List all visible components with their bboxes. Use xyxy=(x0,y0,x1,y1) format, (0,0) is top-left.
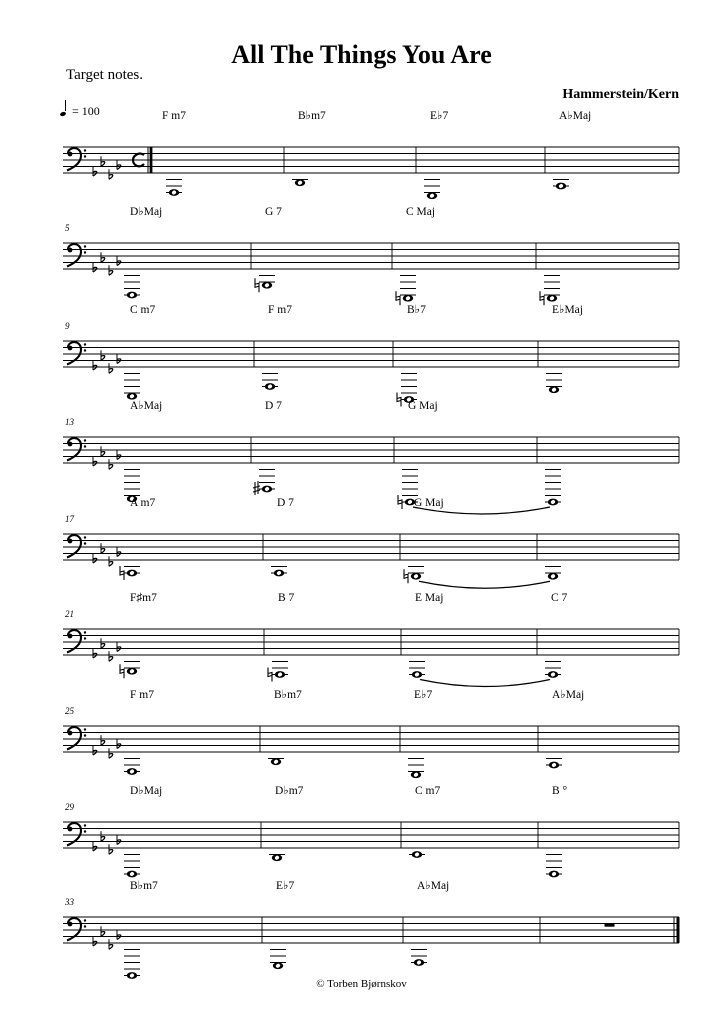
bass-clef-head xyxy=(68,346,73,351)
natural-icon xyxy=(255,278,259,292)
flat-icon xyxy=(93,267,97,272)
bass-clef-head xyxy=(68,248,73,253)
bass-clef-icon xyxy=(67,727,81,749)
flat-icon xyxy=(101,258,105,263)
chord-symbol: C 7 xyxy=(551,592,568,604)
measure-number: 13 xyxy=(65,417,74,427)
natural-icon xyxy=(397,393,401,407)
whole-rest-icon xyxy=(605,924,615,927)
bass-clef-dot xyxy=(84,631,86,633)
chord-symbol: F m7 xyxy=(268,304,292,316)
natural-icon xyxy=(398,495,402,509)
bass-clef-icon xyxy=(67,823,81,845)
bass-clef-dot xyxy=(84,155,86,157)
flat-icon xyxy=(117,455,121,460)
natural-icon xyxy=(120,664,124,678)
flat-icon xyxy=(109,562,113,567)
chord-symbol: D♭Maj xyxy=(130,206,163,218)
bass-clef-dot xyxy=(84,542,86,544)
tempo-value: = 100 xyxy=(72,104,100,118)
bass-clef-head xyxy=(68,634,73,639)
bass-clef-dot xyxy=(84,343,86,345)
flat-icon xyxy=(109,369,113,374)
chord-symbol: G Maj xyxy=(414,497,444,509)
chord-symbol: A♭Maj xyxy=(130,400,163,412)
bass-clef-dot xyxy=(84,245,86,247)
measure-number: 25 xyxy=(65,706,74,716)
flat-icon xyxy=(101,932,105,937)
flat-icon xyxy=(93,750,97,755)
chord-symbol: D♭m7 xyxy=(275,785,304,797)
chord-symbol: B♭m7 xyxy=(298,110,326,122)
chord-symbol: C Maj xyxy=(406,206,436,218)
natural-icon xyxy=(268,668,272,682)
bass-clef-icon xyxy=(67,438,81,460)
flat-icon xyxy=(101,356,105,361)
bass-clef-dot xyxy=(84,251,86,253)
flat-icon xyxy=(109,175,113,180)
bass-clef-dot xyxy=(84,445,86,447)
bass-clef-dot xyxy=(84,439,86,441)
chord-symbol: B 7 xyxy=(278,592,295,604)
flat-icon xyxy=(93,941,97,946)
chord-symbol: D♭Maj xyxy=(130,785,163,797)
chord-symbol: B♭7 xyxy=(407,304,426,316)
bass-clef-head xyxy=(68,827,73,832)
flat-icon xyxy=(93,365,97,370)
chord-symbol: E♭Maj xyxy=(552,304,583,316)
bass-clef-dot xyxy=(84,824,86,826)
chord-symbol: A♭Maj xyxy=(552,689,585,701)
measure-number: 21 xyxy=(65,609,74,619)
chord-symbol: A m7 xyxy=(130,497,156,509)
flat-icon xyxy=(109,657,113,662)
chord-symbol: E♭7 xyxy=(414,689,433,701)
measure-number: 29 xyxy=(65,802,74,812)
bass-clef-dot xyxy=(84,728,86,730)
flat-icon xyxy=(117,165,121,170)
flat-icon xyxy=(93,461,97,466)
bass-clef-dot xyxy=(84,349,86,351)
bass-clef-dot xyxy=(84,734,86,736)
flat-icon xyxy=(109,945,113,950)
bass-clef-head xyxy=(68,152,73,157)
chord-symbol: E♭7 xyxy=(276,880,295,892)
bass-clef-icon xyxy=(67,630,81,652)
bass-clef-dot xyxy=(84,919,86,921)
chord-symbol: G Maj xyxy=(408,400,438,412)
flat-icon xyxy=(101,741,105,746)
natural-icon xyxy=(120,566,124,580)
flat-icon xyxy=(109,271,113,276)
flat-icon xyxy=(117,359,121,364)
chord-symbol: E Maj xyxy=(415,592,444,604)
chord-symbol: F m7 xyxy=(162,110,186,122)
bass-clef-dot xyxy=(84,925,86,927)
chord-symbol: A♭Maj xyxy=(417,880,450,892)
chord-symbol: D 7 xyxy=(277,497,294,509)
tie xyxy=(420,680,550,687)
flat-icon xyxy=(117,935,121,940)
flat-icon xyxy=(109,754,113,759)
natural-icon xyxy=(396,291,400,305)
bass-clef-dot xyxy=(84,830,86,832)
chord-symbol: B♭m7 xyxy=(130,880,158,892)
flat-icon xyxy=(117,647,121,652)
flat-icon xyxy=(101,549,105,554)
bass-clef-head xyxy=(68,922,73,927)
bass-clef-head xyxy=(68,442,73,447)
subtitle: Target notes. xyxy=(66,67,143,83)
measure-number: 9 xyxy=(65,321,70,331)
page-title: All The Things You Are xyxy=(231,40,492,69)
bass-clef-head xyxy=(68,539,73,544)
chord-symbol: C m7 xyxy=(415,785,441,797)
flat-icon xyxy=(101,644,105,649)
bass-clef-icon xyxy=(67,244,81,266)
flat-icon xyxy=(93,171,97,176)
bass-clef-dot xyxy=(84,149,86,151)
chord-symbol: E♭7 xyxy=(430,110,449,122)
measure-number: 5 xyxy=(65,223,70,233)
bass-clef-icon xyxy=(67,342,81,364)
measure-number: 17 xyxy=(65,514,74,524)
chord-symbol: C m7 xyxy=(130,304,156,316)
tie xyxy=(419,581,550,588)
natural-icon xyxy=(404,569,408,583)
flat-icon xyxy=(117,744,121,749)
chord-symbol: G 7 xyxy=(265,206,282,218)
bass-clef-dot xyxy=(84,637,86,639)
natural-icon xyxy=(540,291,544,305)
chord-symbol: B ° xyxy=(552,785,568,797)
bass-clef-head xyxy=(68,731,73,736)
flat-icon xyxy=(117,840,121,845)
chord-symbol: A♭Maj xyxy=(559,110,592,122)
flat-icon xyxy=(93,653,97,658)
bass-clef-icon xyxy=(67,535,81,557)
flat-icon xyxy=(101,162,105,167)
chord-symbol: F m7 xyxy=(130,689,154,701)
flat-icon xyxy=(109,850,113,855)
flat-icon xyxy=(93,558,97,563)
composer: Hammerstein/Kern xyxy=(562,87,679,102)
flat-icon xyxy=(93,846,97,851)
flat-icon xyxy=(101,452,105,457)
chord-symbol: F♯m7 xyxy=(130,592,157,604)
bass-clef-dot xyxy=(84,536,86,538)
chord-symbol: D 7 xyxy=(265,400,282,412)
flat-icon xyxy=(109,465,113,470)
flat-icon xyxy=(117,552,121,557)
copyright: © Torben Bjørnskov xyxy=(316,978,407,990)
chord-symbol: B♭m7 xyxy=(274,689,302,701)
bass-clef-icon xyxy=(67,148,81,170)
measure-number: 33 xyxy=(65,897,74,907)
flat-icon xyxy=(101,837,105,842)
bass-clef-icon xyxy=(67,918,81,940)
flat-icon xyxy=(117,261,121,266)
sharp-icon xyxy=(253,481,260,495)
